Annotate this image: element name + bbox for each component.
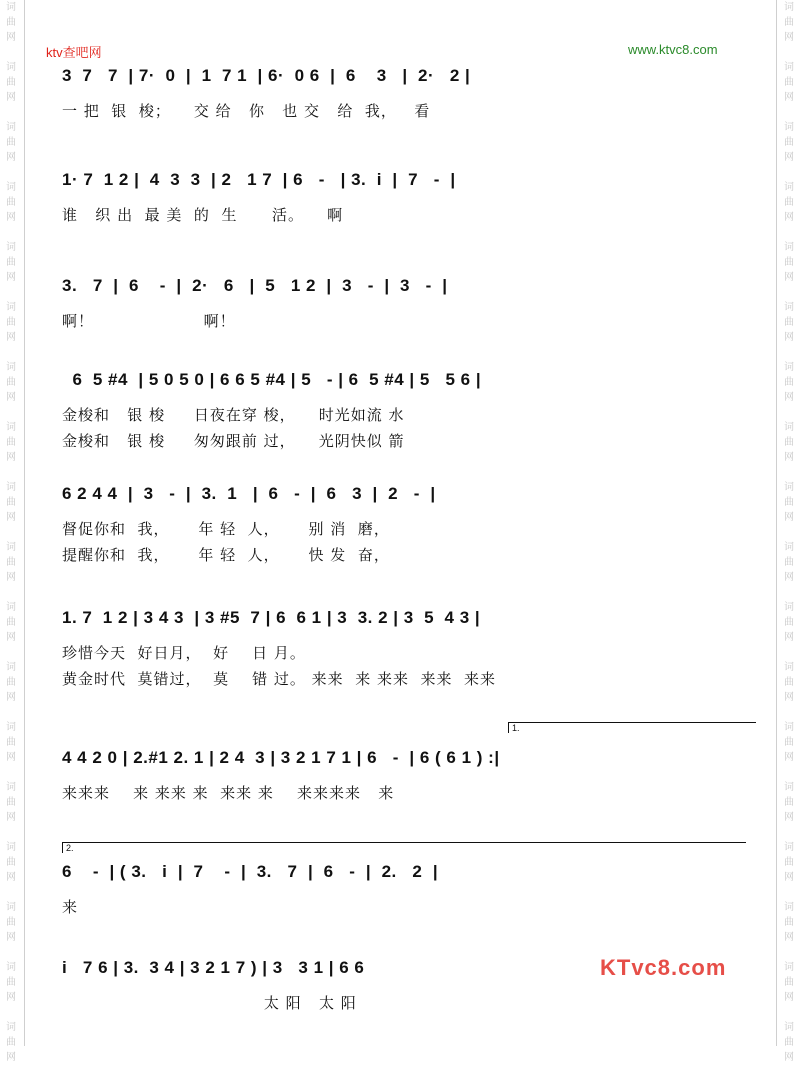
volta-label: 1. <box>512 723 520 733</box>
lyric-line: 来 <box>62 898 79 916</box>
notation-line: i 7 6 | 3. 3 4 | 3 2 1 7 ) | 3 3 1 | 6 6 <box>62 958 375 977</box>
margin-rule <box>776 0 777 1046</box>
bottom-logo-watermark: KTvc8.com <box>600 955 727 980</box>
lyric-line: 督促你和 我， 年 轻 人， 别 消 磨， <box>62 520 390 538</box>
lyric-line: 谁 织 出 最 美 的 生 活。 啊 <box>62 206 344 224</box>
left-margin-watermark <box>0 0 22 1063</box>
volta-second-ending <box>62 842 746 853</box>
lyric-line: 一 把 银 梭； 交 给 你 也 交 给 我， 看 <box>62 102 431 120</box>
margin-rule <box>24 0 25 1046</box>
watermark-text: 词 曲 网 词 曲 网 词 曲 网 词 曲 网 词 曲 网 词 曲 网 词 曲 网 词 曲 网 词 曲 网 词 曲 网 词 曲 网 词 曲 网 词 曲 网 词 曲 网 词 曲 网 词 曲 网 词 曲 网 词 曲 网 <box>6 2 16 1063</box>
lyric-line: 啊！ 啊！ <box>62 312 236 330</box>
lyric-line: 来来来 来 来来 来 来来 来 来来来来 来 <box>62 784 395 802</box>
notation-line: 6 2 4 4 | 3 - | 3. 1 | 6 - | 6 3 | 2 - | <box>62 484 436 503</box>
lyric-line: 黄金时代 莫错过， 莫 错 过。 来来 来 来来 来来 来来 <box>62 670 497 688</box>
lyric-line: 珍惜今天 好日月， 好 日 月。 <box>62 644 306 662</box>
notation-line: 1· 7 1 2 | 4 3 3 | 2 1 7 | 6 - | 3. i | 7 - | <box>62 170 456 189</box>
notation-line: 3. 7 | 6 - | 2· 6 | 5 1 2 | 3 - | 3 - | <box>62 276 448 295</box>
notation-line: 6 - | ( 3. i | 7 - | 3. 7 | 6 - | 2. 2 | <box>62 862 439 881</box>
watermark-text: 词 曲 网 词 曲 网 词 曲 网 词 曲 网 词 曲 网 词 曲 网 词 曲 网 词 曲 网 词 曲 网 词 曲 网 词 曲 网 词 曲 网 词 曲 网 词 曲 网 词 曲 网 词 曲 网 词 曲 网 词 曲 网 <box>784 2 794 1063</box>
notation-line: 4 4 2 0 | 2.#1 2. 1 | 2 4 3 | 3 2 1 7 1 | 6 - | 6 ( 6 1 ) :| <box>62 748 500 767</box>
site-url-right: www.ktvc8.com <box>628 42 718 57</box>
lyric-line: 金梭和 银 梭 日夜在穿 梭， 时光如流 水 <box>62 406 405 424</box>
lyric-line: 金梭和 银 梭 匆匆跟前 过， 光阴快似 箭 <box>62 432 405 450</box>
notation-line: 1. 7 1 2 | 3 4 3 | 3 #5 7 | 6 6 1 | 3 3. 2 | 3 5 4 3 | <box>62 608 481 627</box>
volta-label: 2. <box>66 843 74 853</box>
notation-line: 6 5 #4 | 5 0 5 0 | 6 6 5 #4 | 5 - | 6 5 #4 | 5 5 6 | <box>62 370 482 389</box>
lyric-line: 太 阳 太 阳 <box>62 994 357 1012</box>
right-margin-watermark <box>778 0 800 1063</box>
notation-line: 3 7 7 | 7· 0 | 1 7 1 | 6· 0 6 | 6 3 | 2· 2 | <box>62 66 471 85</box>
volta-first-ending <box>508 722 756 733</box>
site-name-left: ktv查吧网 <box>46 45 102 60</box>
lyric-line: 提醒你和 我， 年 轻 人， 快 发 奋， <box>62 546 390 564</box>
